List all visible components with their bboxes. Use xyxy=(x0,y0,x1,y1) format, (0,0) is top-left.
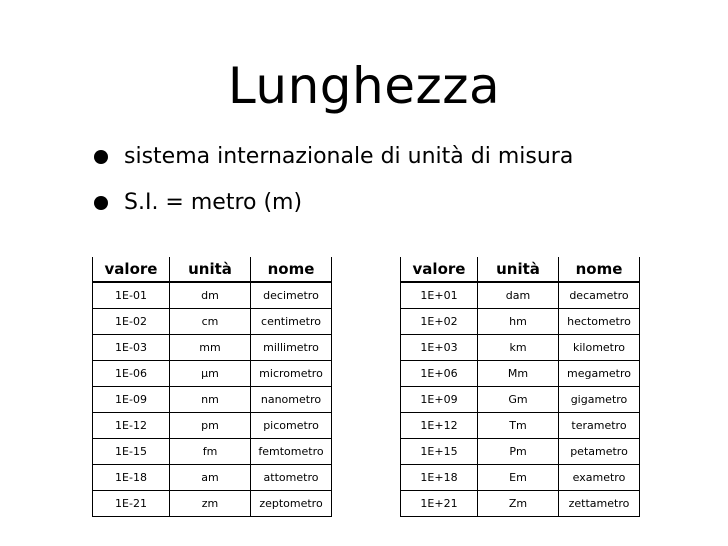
cell-unita: µm xyxy=(170,361,251,387)
table-row xyxy=(92,439,332,465)
cell-nome: petametro xyxy=(559,439,640,465)
cell-unita: pm xyxy=(170,413,251,439)
table-row xyxy=(92,387,332,413)
cell-valore: 1E+18 xyxy=(400,465,478,491)
bullet-item xyxy=(92,189,573,217)
submultiples-body xyxy=(92,283,332,517)
cell-unita: dm xyxy=(170,283,251,309)
cell-nome: zettametro xyxy=(559,491,640,517)
cell-valore: 1E+01 xyxy=(400,283,478,309)
submultiples-table xyxy=(92,257,332,517)
cell-unita: Em xyxy=(478,465,559,491)
cell-unita: am xyxy=(170,465,251,491)
cell-valore: 1E+09 xyxy=(400,387,478,413)
bullet-dot-icon xyxy=(94,196,108,210)
cell-nome: centimetro xyxy=(251,309,332,335)
header-nome: nome xyxy=(251,257,332,283)
header-valore: valore xyxy=(400,257,478,283)
table-row xyxy=(92,491,332,517)
cell-valore: 1E+21 xyxy=(400,491,478,517)
cell-valore: 1E-12 xyxy=(92,413,170,439)
header-nome: nome xyxy=(559,257,640,283)
table-row xyxy=(92,309,332,335)
cell-nome: gigametro xyxy=(559,387,640,413)
cell-unita: fm xyxy=(170,439,251,465)
cell-unita: dam xyxy=(478,283,559,309)
cell-unita: Zm xyxy=(478,491,559,517)
bullet-text: S.I. = metro (m) xyxy=(124,190,303,215)
header-unita: unità xyxy=(170,257,251,283)
cell-nome: decimetro xyxy=(251,283,332,309)
bullet-list xyxy=(92,143,573,235)
table-row xyxy=(92,335,332,361)
table-row xyxy=(400,335,640,361)
bullet-item xyxy=(92,143,573,171)
cell-unita: zm xyxy=(170,491,251,517)
cell-valore: 1E+03 xyxy=(400,335,478,361)
cell-unita: Pm xyxy=(478,439,559,465)
table-row xyxy=(400,283,640,309)
cell-nome: millimetro xyxy=(251,335,332,361)
table-row xyxy=(400,309,640,335)
cell-unita: hm xyxy=(478,309,559,335)
table-row xyxy=(92,361,332,387)
cell-unita: Gm xyxy=(478,387,559,413)
table-row xyxy=(400,413,640,439)
cell-nome: picometro xyxy=(251,413,332,439)
cell-nome: nanometro xyxy=(251,387,332,413)
table-header-row xyxy=(400,257,640,283)
cell-nome: attometro xyxy=(251,465,332,491)
cell-nome: kilometro xyxy=(559,335,640,361)
table-row xyxy=(400,387,640,413)
table-row xyxy=(400,439,640,465)
cell-valore: 1E-01 xyxy=(92,283,170,309)
cell-unita: nm xyxy=(170,387,251,413)
table-row xyxy=(400,361,640,387)
cell-valore: 1E+15 xyxy=(400,439,478,465)
bullet-text: sistema internazionale di unità di misura xyxy=(124,144,574,169)
multiples-body xyxy=(400,283,640,517)
cell-nome: decametro xyxy=(559,283,640,309)
cell-unita: Mm xyxy=(478,361,559,387)
cell-valore: 1E-09 xyxy=(92,387,170,413)
slide-title: Lunghezza xyxy=(227,57,501,115)
bullet-dot-icon xyxy=(94,150,108,164)
cell-nome: exametro xyxy=(559,465,640,491)
cell-valore: 1E-18 xyxy=(92,465,170,491)
multiples-table xyxy=(400,257,640,517)
cell-nome: terametro xyxy=(559,413,640,439)
cell-nome: femtometro xyxy=(251,439,332,465)
cell-valore: 1E+12 xyxy=(400,413,478,439)
table-header-row xyxy=(92,257,332,283)
cell-nome: hectometro xyxy=(559,309,640,335)
table-row xyxy=(92,283,332,309)
cell-valore: 1E-06 xyxy=(92,361,170,387)
table-row xyxy=(92,465,332,491)
cell-valore: 1E-03 xyxy=(92,335,170,361)
cell-valore: 1E-02 xyxy=(92,309,170,335)
cell-valore: 1E-15 xyxy=(92,439,170,465)
header-unita: unità xyxy=(478,257,559,283)
cell-unita: mm xyxy=(170,335,251,361)
header-valore: valore xyxy=(92,257,170,283)
cell-nome: zeptometro xyxy=(251,491,332,517)
cell-unita: km xyxy=(478,335,559,361)
cell-unita: Tm xyxy=(478,413,559,439)
table-row xyxy=(400,465,640,491)
table-row xyxy=(400,491,640,517)
cell-valore: 1E+02 xyxy=(400,309,478,335)
cell-nome: micrometro xyxy=(251,361,332,387)
cell-valore: 1E-21 xyxy=(92,491,170,517)
cell-unita: cm xyxy=(170,309,251,335)
cell-nome: megametro xyxy=(559,361,640,387)
cell-valore: 1E+06 xyxy=(400,361,478,387)
table-row xyxy=(92,413,332,439)
